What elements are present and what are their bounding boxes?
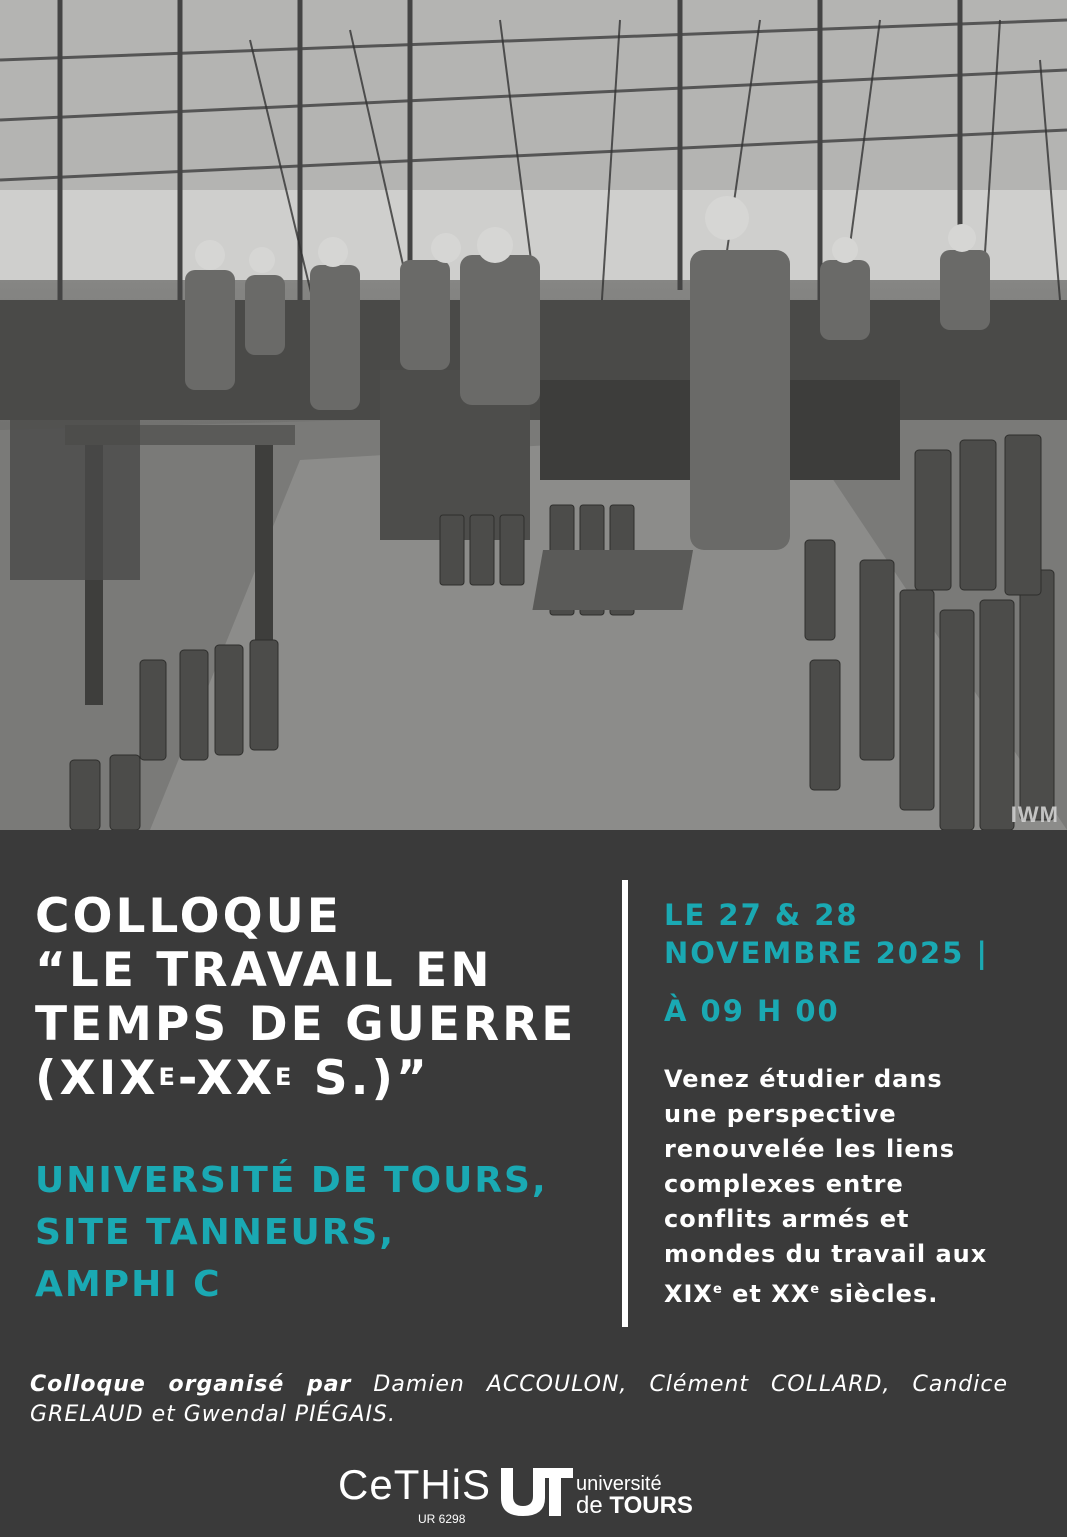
organizers-credit (30, 1370, 1008, 1430)
venue-line-2: SITE TANNEURS, (35, 1212, 396, 1253)
cethis-unit: UR 6298 (418, 1512, 466, 1526)
ut-de: de (576, 1492, 610, 1519)
desc-sup: e (810, 1282, 821, 1297)
title-part: (XIX (35, 1051, 159, 1106)
title-sup: E (275, 1063, 295, 1091)
title-part: S.)” (294, 1051, 430, 1106)
photo-watermark: IWM (1010, 802, 1059, 827)
date-line-1: LE 27 & 28 (664, 898, 859, 932)
date-line-2: NOVEMBRE 2025 | (664, 936, 989, 970)
desc-part: et XX (722, 1280, 811, 1308)
event-venue (35, 1155, 595, 1311)
venue-line-3: AMPHI C (35, 1264, 222, 1305)
desc-line: mondes du travail aux (664, 1240, 988, 1268)
ut-line-1: université (576, 1473, 662, 1495)
desc-part: siècles. (820, 1280, 939, 1308)
ut-tours: TOURS (609, 1492, 693, 1519)
event-date (664, 896, 1044, 972)
cethis-name: CeTHiS (338, 1461, 492, 1508)
title-sup: E (158, 1063, 178, 1091)
desc-sup: e (712, 1282, 723, 1297)
title-line-3: TEMPS DE GUERRE (35, 997, 577, 1052)
desc-part: XIX (664, 1280, 713, 1308)
logos-row (0, 1430, 1067, 1530)
credits-lead: Colloque organisé par (30, 1372, 352, 1397)
credits-names: Damien ACCOULON, Clément COLLARD, Candice GRELAUD et Gwendal PIÉGAIS. (30, 1372, 1008, 1427)
vertical-divider (622, 880, 628, 1327)
university-tours-logo-text (576, 1474, 693, 1518)
title-part: -XX (177, 1051, 276, 1106)
info-panel (0, 830, 1067, 1537)
desc-line: complexes entre (664, 1170, 904, 1198)
desc-line: Venez étudier dans (664, 1065, 943, 1093)
title-line-1: COLLOQUE (35, 889, 342, 944)
desc-line: renouvelée les liens (664, 1135, 956, 1163)
desc-line: une perspective (664, 1100, 897, 1128)
title-line-4 (35, 1051, 430, 1106)
event-title (35, 890, 605, 1106)
ut-line-2 (576, 1494, 693, 1518)
event-description (664, 1062, 1034, 1312)
university-tours-mark-icon (497, 1462, 573, 1518)
desc-line (664, 1280, 938, 1308)
venue-line-1: UNIVERSITÉ DE TOURS, (35, 1160, 548, 1201)
event-time: À 09 H 00 (664, 994, 840, 1028)
title-line-2: “LE TRAVAIL EN (35, 943, 493, 998)
cethis-logo (338, 1461, 492, 1526)
desc-line: conflits armés et (664, 1205, 910, 1233)
